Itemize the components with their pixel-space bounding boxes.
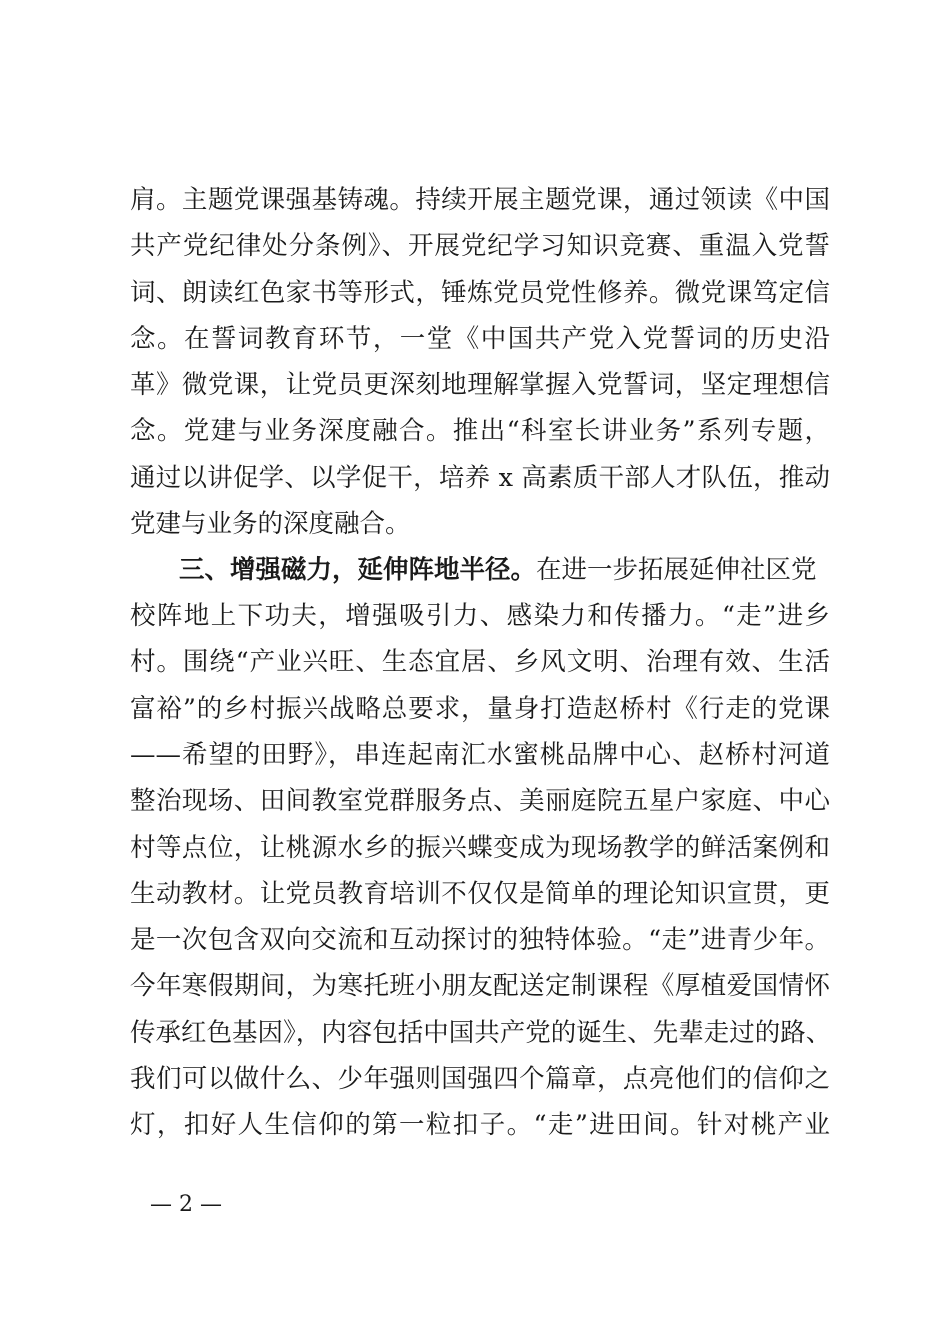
section-3-line-2: 校阵地上下功夫，增强吸引力、感染力和传播力。“走”进乡 bbox=[130, 601, 830, 631]
section-3-line-10: 今年寒假期间，为寒托班小朋友配送定制课程《厚植爱国情怀 bbox=[130, 971, 830, 1001]
section-3-line-9: 是一次包含双向交流和互动探讨的独特体验。“走”进青少年。 bbox=[130, 925, 830, 955]
body-line-8: 党建与业务的深度融合。 bbox=[130, 509, 411, 539]
body-line-1: 肩。主题党课强基铸魂。持续开展主题党课，通过领读《中国 bbox=[130, 185, 830, 215]
body-line-3: 词、朗读红色家书等形式，锤炼党员党性修养。微党课笃定信 bbox=[130, 278, 830, 308]
page-number: — 2 — bbox=[150, 1192, 222, 1217]
section-3-line-12: 我们可以做什么、少年强则国强四个篇章，点亮他们的信仰之 bbox=[130, 1064, 830, 1094]
section-3-line-6: 整治现场、田间教室党群服务点、美丽庭院五星户家庭、中心 bbox=[130, 786, 830, 816]
section-3-heading: 三、增强磁力，延伸阵地半径。 bbox=[179, 555, 537, 585]
section-3-line-7: 村等点位，让桃源水乡的振兴蝶变成为现场教学的鲜活案例和 bbox=[130, 833, 830, 863]
body-line-6: 念。党建与业务深度融合。推出“科室长讲业务”系列专题， bbox=[130, 416, 830, 446]
body-line-5: 革》微党课，让党员更深刻地理解掌握入党誓词，坚定理想信 bbox=[130, 370, 830, 400]
body-line-7: 通过以讲促学、以学促干，培养 x 高素质干部人才队伍，推动 bbox=[130, 463, 830, 493]
section-3-first-line-text: 在进一步拓展延伸社区党 bbox=[536, 555, 817, 585]
section-3-line-13: 灯，扣好人生信仰的第一粒扣子。“走”进田间。针对桃产业 bbox=[130, 1110, 830, 1140]
section-3-line-8: 生动教材。让党员教育培训不仅仅是简单的理论知识宣贯，更 bbox=[130, 879, 830, 909]
body-line-4: 念。在誓词教育环节，一堂《中国共产党入党誓词的历史沿 bbox=[130, 324, 830, 354]
section-3-line-3: 村。围绕“产业兴旺、生态宜居、乡风文明、治理有效、生活 bbox=[130, 647, 830, 677]
section-3-line-4: 富裕”的乡村振兴战略总要求，量身打造赵桥村《行走的党课 bbox=[130, 694, 830, 724]
section-3-line-5: ——希望的田野》，串连起南汇水蜜桃品牌中心、赵桥村河道 bbox=[130, 740, 830, 770]
body-line-2: 共产党纪律处分条例》、开展党纪学习知识竞赛、重温入党誓 bbox=[130, 231, 830, 261]
section-3-first-line bbox=[179, 552, 830, 588]
section-3-line-11: 传承红色基因》，内容包括中国共产党的诞生、先辈走过的路、 bbox=[130, 1018, 832, 1048]
